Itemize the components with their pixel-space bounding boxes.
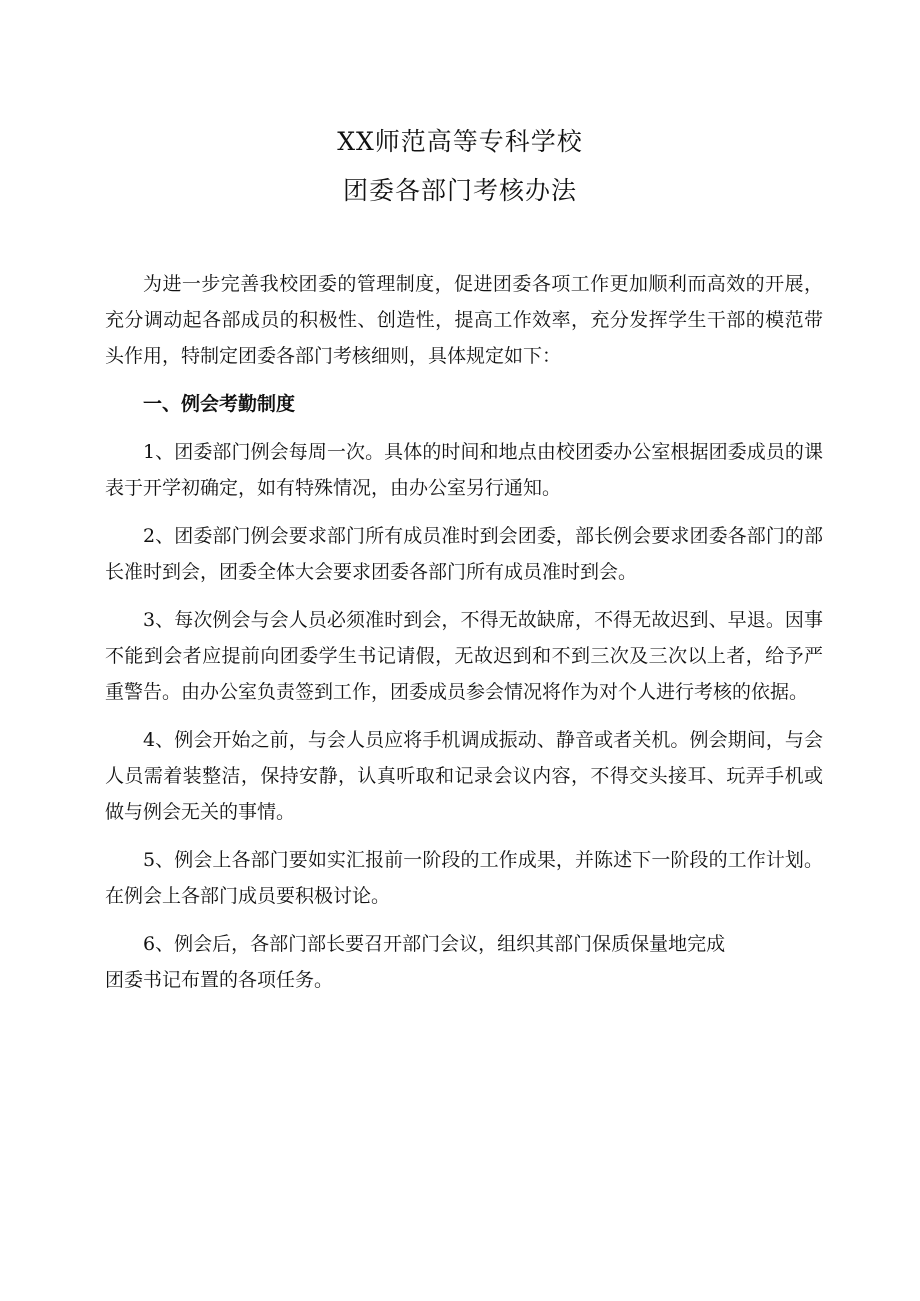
document-title-main: 团委各部门考核办法 — [342, 176, 577, 205]
rule-item-6-line1: 6、例会后，各部门部长要召开部门会议，组织其部门保质保量地完成 — [143, 933, 726, 955]
rule-item-3: 3、每次例会与会人员必须准时到会，不得无故缺席，不得无故迟到、早退。因事不能到会者应提前向团委学生书记请假，无故迟到和不到三次及三次以上者，给予严重警告。由办公室负责签到工作，团委成员参会情况将作为对个人进行考核的依据。 — [105, 609, 823, 703]
rule-item-6-line2: 团委书记布置的各项任务。 — [105, 969, 334, 991]
rule-item-1: 1、团委部门例会每周一次。具体的时间和地点由校团委办公室根据团委成员的课表于开学初确定，如有特殊情况，由办公室另行通知。 — [105, 441, 823, 499]
intro-paragraph: 为进一步完善我校团委的管理制度，促进团委各项工作更加顺利而高效的开展，充分调动起各部成员的积极性、创造性，提高工作效率，充分发挥学生干部的模范带头作用，特制定团委各部门考核细则，具体规定如下： — [105, 273, 823, 367]
section-heading: 一、例会考勤制度 — [143, 393, 296, 415]
document-title-school: XX师范高等专科学校 — [337, 127, 583, 156]
rule-item-5: 5、例会上各部门要如实汇报前一阶段的工作成果，并陈述下一阶段的工作计划。在例会上各部门成员要积极讨论。 — [105, 849, 823, 907]
rule-item-4: 4、例会开始之前，与会人员应将手机调成振动、静音或者关机。例会期间，与会人员需着装整洁，保持安静，认真听取和记录会议内容，不得交头接耳、玩弄手机或做与例会无关的事情。 — [105, 729, 823, 823]
document-body — [105, 266, 823, 998]
rule-item-6 — [105, 926, 823, 998]
rule-item-2: 2、团委部门例会要求部门所有成员准时到会团委，部长例会要求团委各部门的部长准时到会，团委全体大会要求团委各部门所有成员准时到会。 — [105, 525, 823, 583]
